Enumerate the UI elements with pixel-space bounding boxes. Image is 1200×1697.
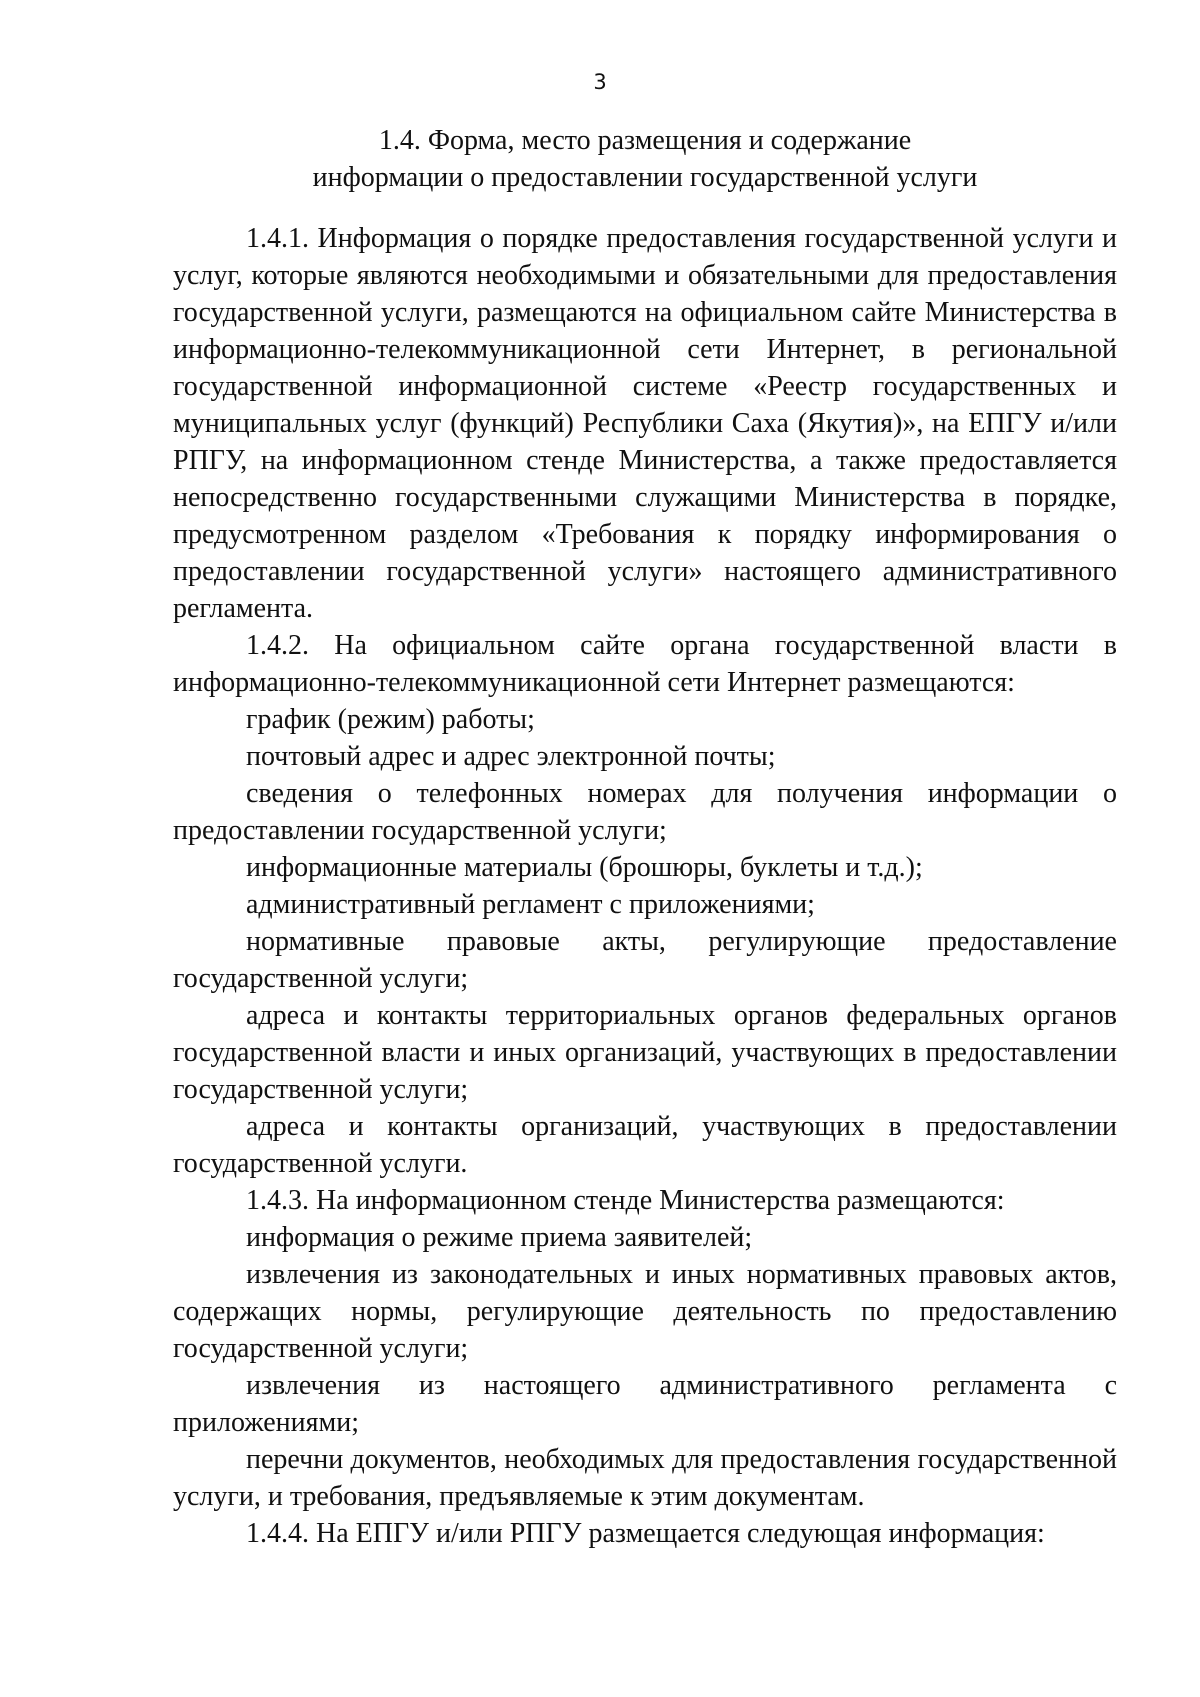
list-item: извлечения из настоящего административного регламента с приложениями;	[173, 1370, 1117, 1438]
list-item: перечни документов, необходимых для предоставления государственной услуги, и требования, предъявляемые к этим документам.	[173, 1444, 1117, 1512]
list-item: информация о режиме приема заявителей;	[246, 1222, 753, 1253]
section-heading	[173, 122, 1117, 196]
paragraph-1-4-1: 1.4.1. Информация о порядке предоставления государственной услуги и услуг, которые являются необходимыми и обязательными для предоставления государственной услуги, размещаются на официальном сайте Министерства в информационно-телекоммуникационной сети Интернет, в региональной государственной информационной системе «Реестр государственных и муниципальных услуг (функций) Республики Саха (Якутия)», на ЕПГУ и/или РПГУ, на информационном стенде Министерства, а также предоставляется непосредственно государственными служащими Министерства в порядке, предусмотренном разделом «Требования к порядку информирования о предоставлении государственной услуги» настоящего административного регламента.	[173, 223, 1117, 624]
list-item: нормативные правовые акты, регулирующие предоставление государственной услуги;	[173, 926, 1117, 994]
list-item: адреса и контакты организаций, участвующих в предоставлении государственной услуги.	[173, 1111, 1117, 1179]
paragraph-1-4-4: 1.4.4. На ЕПГУ и/или РПГУ размещается следующая информация:	[246, 1518, 1045, 1549]
list-item: информационные материалы (брошюры, буклеты и т.д.);	[246, 852, 923, 883]
list-item: адреса и контакты территориальных органов федеральных органов государственной власти и иных организаций, участвующих в предоставлении государственной услуги;	[173, 1000, 1117, 1105]
heading-spacer	[173, 196, 1117, 220]
list-item: почтовый адрес и адрес электронной почты;	[246, 741, 776, 772]
paragraph-1-4-3: 1.4.3. На информационном стенде Министерства размещаются:	[246, 1185, 1005, 1216]
page-number: 3	[593, 70, 607, 94]
document-body	[173, 122, 1117, 1552]
section-heading-line-2: информации о предоставлении государственной услуги	[312, 162, 978, 193]
list-item: график (режим) работы;	[246, 704, 535, 735]
paragraph-1-4-2: 1.4.2. На официальном сайте органа государственной власти в информационно-телекоммуникационной сети Интернет размещаются:	[173, 630, 1117, 698]
list-item: извлечения из законодательных и иных нормативных правовых актов, содержащих нормы, регулирующие деятельность по предоставлению государственной услуги;	[173, 1259, 1117, 1364]
list-item: административный регламент с приложениями;	[246, 889, 815, 920]
section-heading-line-1: 1.4. Форма, место размещения и содержание	[378, 125, 912, 156]
list-item: сведения о телефонных номерах для получения информации о предоставлении государственной услуги;	[173, 778, 1117, 846]
